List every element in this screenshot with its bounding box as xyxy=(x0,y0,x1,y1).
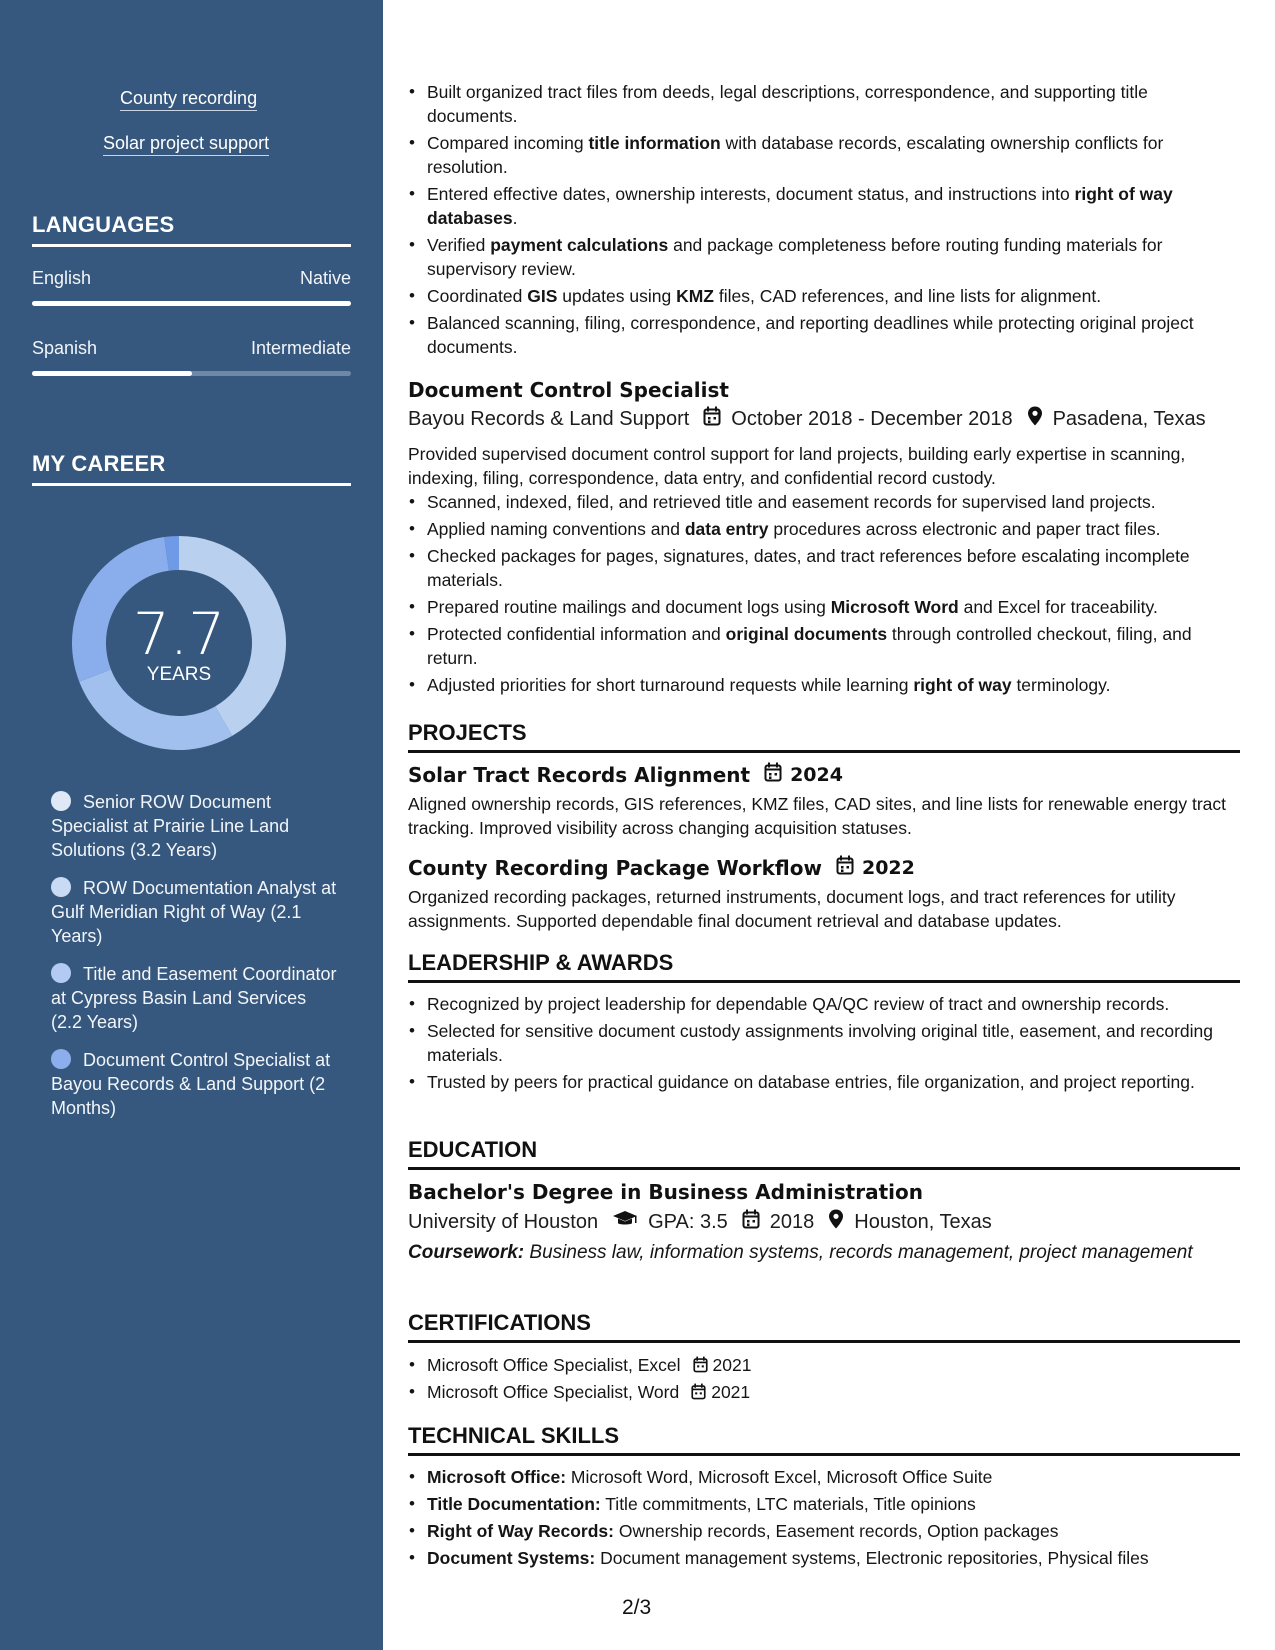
bullet-bold-text: right of way xyxy=(913,675,1012,695)
language-level-fill xyxy=(32,371,192,376)
bullet-item xyxy=(408,284,1240,308)
education-year: 2018 xyxy=(769,1210,815,1233)
bullet-item xyxy=(408,673,1240,697)
bullet-text: Balanced scanning, filing, correspondence, and reporting deadlines while protecting original project documents. xyxy=(427,313,1194,357)
job-company: Bayou Records & Land Support xyxy=(408,407,690,430)
school-name: University of Houston xyxy=(408,1210,599,1233)
bullet-text: Scanned, indexed, filed, and retrieved title and easement records for supervised land projects. xyxy=(427,492,1156,512)
bullet-text: Selected for sensitive document custody assignments involving original title, easement, and recording materials. xyxy=(427,1021,1213,1065)
bullet-item xyxy=(408,595,1240,619)
bullet-text: Recognized by project leadership for dependable QA/QC review of tract and ownership records. xyxy=(427,994,1170,1014)
bullet-item xyxy=(408,311,1240,359)
bullet-text: Built organized tract files from deeds, legal descriptions, correspondence, and supporting title documents. xyxy=(427,82,1148,126)
side-link-solar-project[interactable]: Solar project support xyxy=(103,133,269,156)
map-pin-icon xyxy=(1027,406,1043,432)
career-item xyxy=(51,876,341,948)
language-level-bar xyxy=(32,301,351,306)
leadership-bullets xyxy=(408,992,1240,1097)
language-level: Intermediate xyxy=(250,338,351,358)
job-dates: October 2018 - December 2018 xyxy=(731,407,1013,430)
job-bullets xyxy=(408,490,1240,697)
career-dot-icon xyxy=(51,877,71,897)
career-item-text: Title and Easement Coordinator at Cypress Basin Land Services (2.2 Years) xyxy=(51,964,337,1032)
bullet-item xyxy=(408,1492,1240,1516)
coursework xyxy=(408,1241,1240,1265)
bullet-text: updates using xyxy=(557,286,677,306)
career-list xyxy=(51,790,341,1134)
language-level-bar xyxy=(32,371,351,376)
career-total-unit: YEARS xyxy=(146,664,212,685)
career-donut-chart xyxy=(66,530,292,756)
project-description: Organized recording packages, returned instruments, document logs, and tract references for utility assignments. Supported dependable final document retrieval and database updates. xyxy=(408,887,1176,931)
career-dot-icon xyxy=(51,1049,71,1069)
education-meta xyxy=(408,1209,1240,1235)
project-name: Solar Tract Records Alignment xyxy=(408,762,751,787)
bullet-text: Coordinated xyxy=(427,286,528,306)
bullet-bold-text: title information xyxy=(588,133,721,153)
map-pin-icon xyxy=(828,1209,844,1235)
bullet-bold-text: payment calculations xyxy=(490,235,669,255)
career-heading: MY CAREER xyxy=(32,451,351,486)
bullet-text: and Excel for traceability. xyxy=(958,597,1158,617)
education-entry xyxy=(408,1180,1240,1265)
bullet-item xyxy=(408,80,1240,128)
technical-skills-heading: TECHNICAL SKILLS xyxy=(408,1423,1240,1456)
bullet-text: with database records, escalating ownership conflicts for resolution. xyxy=(427,133,1164,177)
graduation-cap-icon xyxy=(612,1210,638,1234)
bullet-text: files, CAD references, and line lists for alignment. xyxy=(713,286,1102,306)
calendar-icon xyxy=(703,406,721,432)
job-meta xyxy=(408,406,1240,432)
previous-job-bullets xyxy=(408,80,1240,362)
coursework-label: Coursework: xyxy=(408,1242,525,1263)
bullet-bold-text: Microsoft Word xyxy=(830,597,959,617)
career-item-text: ROW Documentation Analyst at Gulf Meridian Right of Way (2.1 Years) xyxy=(51,878,337,946)
leadership-heading: LEADERSHIP & AWARDS xyxy=(408,950,1240,983)
job-title: Document Control Specialist xyxy=(408,378,729,402)
career-item xyxy=(51,962,341,1034)
bullet-text: Checked packages for pages, signatures, dates, and tract references before escalating incomplete materials. xyxy=(427,546,1190,590)
bullet-text: . xyxy=(512,208,518,228)
certifications-heading: CERTIFICATIONS xyxy=(408,1310,1240,1343)
coursework-text: Business law, information systems, records management, project management xyxy=(529,1242,1193,1263)
bullet-text: Applied naming conventions and xyxy=(427,519,685,539)
projects-heading: PROJECTS xyxy=(408,720,1240,753)
bullet-item xyxy=(408,490,1240,514)
project-name: County Recording Package Workflow xyxy=(408,855,822,880)
bullet-bold-text: GIS xyxy=(527,286,558,306)
bullet-bold-text: Title Documentation: xyxy=(427,1494,601,1514)
project-solar-tract xyxy=(408,762,1240,840)
calendar-icon xyxy=(693,1356,708,1373)
bullet-text: Microsoft Word, Microsoft Excel, Microsoft Office Suite xyxy=(566,1467,993,1487)
certification-item xyxy=(408,1353,1240,1377)
language-name: English xyxy=(32,268,92,288)
calendar-icon xyxy=(764,762,782,787)
bullet-item xyxy=(408,1019,1240,1067)
language-name: Spanish xyxy=(32,338,98,358)
language-level-fill xyxy=(32,301,351,306)
bullet-bold-text: Right of Way Records: xyxy=(427,1521,614,1541)
calendar-icon xyxy=(836,855,854,880)
language-english xyxy=(32,268,351,306)
certification-year: 2021 xyxy=(711,1382,751,1402)
certification-item xyxy=(408,1380,1240,1404)
bullet-text: Adjusted priorities for short turnaround requests while learning xyxy=(427,675,914,695)
bullet-text: procedures across electronic and paper tract files. xyxy=(768,519,1161,539)
bullet-bold-text: KMZ xyxy=(676,286,714,306)
calendar-icon xyxy=(691,1383,706,1400)
languages-heading: LANGUAGES xyxy=(32,212,351,247)
bullet-item xyxy=(408,1070,1240,1094)
bullet-item xyxy=(408,1519,1240,1543)
bullet-item xyxy=(408,233,1240,281)
bullet-item xyxy=(408,544,1240,592)
bullet-text: Compared incoming xyxy=(427,133,589,153)
side-link-county-recording[interactable]: County recording xyxy=(120,88,257,111)
bullet-item xyxy=(408,517,1240,541)
bullet-item xyxy=(408,622,1240,670)
sidebar xyxy=(0,0,383,1650)
bullet-item xyxy=(408,131,1240,179)
project-year: 2022 xyxy=(861,856,915,879)
bullet-bold-text: data entry xyxy=(684,519,769,539)
bullet-item xyxy=(408,1546,1240,1570)
bullet-bold-text: Microsoft Office: xyxy=(427,1467,567,1487)
bullet-text: terminology. xyxy=(1011,675,1111,695)
education-location: Houston, Texas xyxy=(854,1210,992,1233)
bullet-item xyxy=(408,182,1240,230)
education-gpa: GPA: 3.5 xyxy=(648,1210,728,1233)
bullet-text: and package completeness before routing funding materials for supervisory review. xyxy=(427,235,1163,279)
bullet-text: Protected confidential information and xyxy=(427,624,726,644)
certifications-list xyxy=(408,1353,1240,1407)
page-number: 2/3 xyxy=(622,1596,652,1619)
bullet-text: Entered effective dates, ownership interests, document status, and instructions into xyxy=(427,184,1075,204)
bullet-text: Title commitments, LTC materials, Title opinions xyxy=(600,1494,976,1514)
career-item xyxy=(51,790,341,862)
job-document-control-specialist xyxy=(408,378,1240,700)
career-item xyxy=(51,1048,341,1120)
project-county-recording xyxy=(408,855,1240,933)
bullet-text: Ownership records, Easement records, Option packages xyxy=(614,1521,1059,1541)
bullet-text: Prepared routine mailings and document logs using xyxy=(427,597,831,617)
calendar-icon xyxy=(742,1209,760,1235)
bullet-bold-text: right of way databases xyxy=(427,184,1173,228)
language-spanish xyxy=(32,338,351,376)
technical-skills-list xyxy=(408,1465,1240,1573)
bullet-text: Verified xyxy=(427,235,491,255)
bullet-item xyxy=(408,1465,1240,1489)
project-year: 2024 xyxy=(790,763,843,786)
language-level: Native xyxy=(299,268,351,288)
bullet-bold-text: Document Systems: xyxy=(427,1548,596,1568)
bullet-text: through controlled checkout, filing, and return. xyxy=(427,624,1192,668)
bullet-text: Document management systems, Electronic repositories, Physical files xyxy=(595,1548,1149,1568)
job-summary: Provided supervised document control support for land projects, building early expertise in scanning, indexing, filing, correspondence, data entry, and confidential record custody. xyxy=(408,444,1186,488)
career-item-text: Senior ROW Document Specialist at Prairie Line Land Solutions (3.2 Years) xyxy=(51,792,290,860)
degree-title: Bachelor's Degree in Business Administration xyxy=(408,1180,923,1204)
job-location: Pasadena, Texas xyxy=(1052,407,1206,430)
bullet-item xyxy=(408,992,1240,1016)
certification-name: Microsoft Office Specialist, Excel xyxy=(427,1355,681,1375)
project-description: Aligned ownership records, GIS references, KMZ files, CAD sites, and line lists for renewable energy tract tracking. Improved visibility across changing acquisition statuses. xyxy=(408,794,1226,838)
career-item-text: Document Control Specialist at Bayou Records & Land Support (2 Months) xyxy=(51,1050,331,1118)
certification-name: Microsoft Office Specialist, Word xyxy=(427,1382,680,1402)
career-dot-icon xyxy=(51,963,71,983)
bullet-bold-text: original documents xyxy=(725,624,888,644)
career-dot-icon xyxy=(51,791,71,811)
bullet-text: Trusted by peers for practical guidance on database entries, file organization, and project reporting. xyxy=(427,1072,1195,1092)
education-heading: EDUCATION xyxy=(408,1137,1240,1170)
career-total-years: 7.7 xyxy=(132,600,226,668)
certification-year: 2021 xyxy=(712,1355,752,1375)
